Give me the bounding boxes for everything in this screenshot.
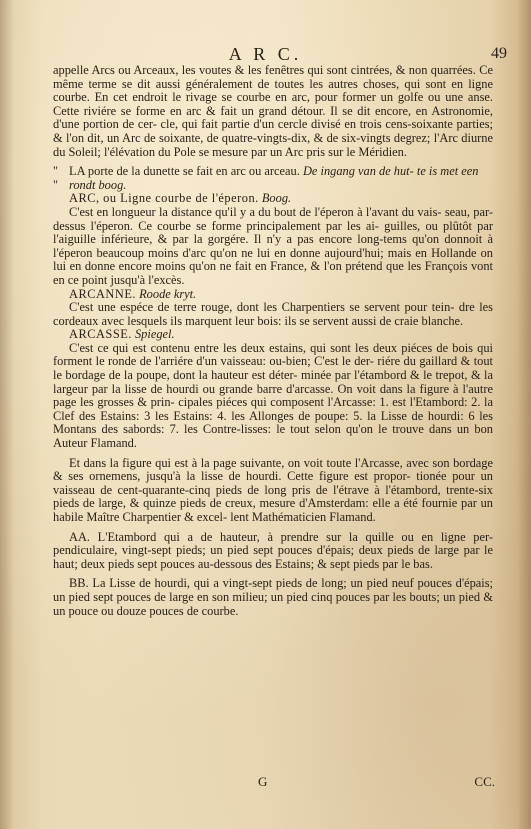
text-line: Méridien. xyxy=(358,144,407,159)
entry-heading-arc xyxy=(53,192,493,206)
text-line: pieds par le bas. xyxy=(353,556,433,571)
text-line: guilles, ou plûtôt par l'aiguille inférieure, & par la gorgére. Il n'y a pas xyxy=(53,218,493,247)
text-line: pendiculaire, vingt-sept pieds; un pied sept pouces d'épais; deux pieds de xyxy=(53,543,430,558)
entry-dutch: Roode kryt. xyxy=(139,286,197,301)
text-line: à l'étambord, trente-six pieds de large, & quinze pieds de creux, mesure xyxy=(53,482,493,511)
text-line: d'Amsterdam: elle a été fournie par un habile Maître Charpentier & excel- xyxy=(53,496,493,524)
text-line: non quarrées. Ce même terme se dit aussi généralement de toutes les autres xyxy=(53,63,493,91)
quote-french: LA porte de la dunette se fait en arc ou arceau. xyxy=(69,164,300,179)
text-line: tionée pour un vaisseau de cent-quarante-cinq pieds de long pris de l'étrave xyxy=(53,469,493,497)
text-line: bordage & ses ornemens, jusqu'à la lisse de hourdi. Cette figure est propor- xyxy=(53,455,493,484)
text-line: jusqu'à l'excès. xyxy=(110,272,185,287)
catchword: CC. xyxy=(474,774,495,789)
text-line: BB. La Lisse de hourdi, qui a vingt-sept pieds de long; un pied neuf xyxy=(69,576,414,591)
text-line: un grand détour. Il se dit encore, en Astronomie, d'une portion de cer- xyxy=(53,103,493,132)
text-line: dre les cordeaux avec lesquels ils marquent leur bois: ils se servent aussi de xyxy=(53,300,493,328)
quote-marks: " " xyxy=(53,164,59,192)
text-line: appelle Arcs ou Arceaux, les voutes & les fenêtres qui sont cintrées, & xyxy=(53,63,406,77)
example-quote xyxy=(53,165,493,192)
text-line: lent Mathématicien Flamand. xyxy=(230,510,376,524)
text-line: Estains: 3 les Estains: 4. les Allonges de poupe: 5. la Lisse de hourdi: 6 xyxy=(100,408,475,423)
quote-dutch-2: te is met een rondt boog. xyxy=(69,164,479,192)
text-line: qu'on ne fait en France, & l'on prétend que les François vont en ce point xyxy=(53,259,493,287)
text-line: craie blanche. xyxy=(394,313,464,328)
text-line: dans un bon Auteur Flamand. xyxy=(53,422,493,451)
signature-mark: G xyxy=(258,774,268,789)
paragraph-aa xyxy=(53,531,493,572)
text-line: grande barre d'arcasse. On voit dans la figure à l'autre page les grosses & prin- xyxy=(53,381,493,410)
text-line: l'Arc diurne du Soleil; l'élévation du Pole se mesure par un Arc pris sur le xyxy=(53,130,493,159)
page-number: 49 xyxy=(491,45,507,62)
paragraph-figure xyxy=(53,457,493,525)
text-line: minée par l'étambord & le trepot, & la largeur par la lisse de hourdi ou xyxy=(53,368,493,396)
text-line: arc, pour former un golfe ou une anse. Cette riviére se forme en arc & fait xyxy=(53,90,493,118)
text-line: large par le haut; deux pieds sept pouces au-dessous des Estains; & sept xyxy=(53,543,493,571)
entry-heading-arcanne xyxy=(53,288,493,302)
text-line: cle, qui fait partie d'un cercle divisé en trois cens-soixante parties; & l'on xyxy=(53,117,493,145)
entry-term: ARCASSE. xyxy=(69,327,132,342)
page-edge-shadow-left xyxy=(0,0,14,829)
text-line: riére du gaillard & tout le bordage de la poupe, dont la hauteur est déter- xyxy=(53,354,493,383)
quote-text xyxy=(69,165,493,192)
text-line: C'est en longueur la distance qu'il y a du bout de l'éperon à l'avant du vais- xyxy=(69,204,442,219)
entry-body-arc xyxy=(53,206,493,288)
text-line: C'est une espéce de terre rouge, dont les Charpentiers se servent pour tein- xyxy=(69,300,455,315)
running-title: A R C. xyxy=(228,44,303,64)
text-line: pouces d'épais; un pied sept pouces de large en son milieu; un pied cinq xyxy=(53,576,493,604)
entry-body-arcanne xyxy=(53,301,493,328)
text-line: de bois qui forment le ronde de l'arriére d'un vaisseau: ou-bien; C'est le der- xyxy=(53,340,493,369)
paragraph-arc-continued xyxy=(53,64,493,159)
text-line: lui en donne aujourd'hui; mais en Hollande on lui en donne encore moins xyxy=(53,245,494,274)
text-line: choses, qui sont en ligne courbe. En cet endroit le rivage se courbe en xyxy=(53,76,493,105)
text-line: seau, par-dessus l'éperon. Ce courbe se forme principalement par les ai- xyxy=(53,204,493,233)
text-line: C'est ce qui est contenu entre les deux estains, qui sont les deux piéces xyxy=(69,340,433,355)
page-body xyxy=(53,64,493,618)
entry-dutch: Boog. xyxy=(261,191,292,206)
page-footer xyxy=(0,774,531,792)
quote-dutch-1: De ingang van de hut- xyxy=(302,164,414,179)
text-line: dit, un Arc de soixante, de quatre-vingts-dix, & de six-vingts degrez; xyxy=(87,130,431,145)
text-line: cipales piéces qui composent l'Arcasse: 1. est l'Etambord: 2. la Clef des xyxy=(53,395,493,423)
page-edge-shadow-right xyxy=(517,0,531,829)
entry-body-arcasse xyxy=(53,342,493,451)
paragraph-bb xyxy=(53,577,493,618)
entry-term: ARC, ou Ligne courbe de l'éperon. xyxy=(69,191,259,206)
text-line: les Montans des sabords: 7. les Contre-lisses: le tout selon qu'on le trouve xyxy=(53,408,493,437)
entry-heading-arcasse xyxy=(53,328,493,342)
entry-term: ARCANNE. xyxy=(69,286,136,301)
text-line: pouces par les bouts; un pied & un pouce ou douze pouces de courbe. xyxy=(53,589,493,618)
text-line: AA. L'Etambord qui a de hauteur, à prendre sur la quille ou en ligne per- xyxy=(69,529,493,544)
text-line: Et dans la figure qui est à la page suivante, on voit toute l'Arcasse, avec son xyxy=(69,455,450,470)
text-line: encore long-tems qu'on donnoit à l'éperon beaucoup moins d'arc qu'on ne xyxy=(53,232,493,260)
entry-dutch: Spiegel. xyxy=(134,327,175,342)
